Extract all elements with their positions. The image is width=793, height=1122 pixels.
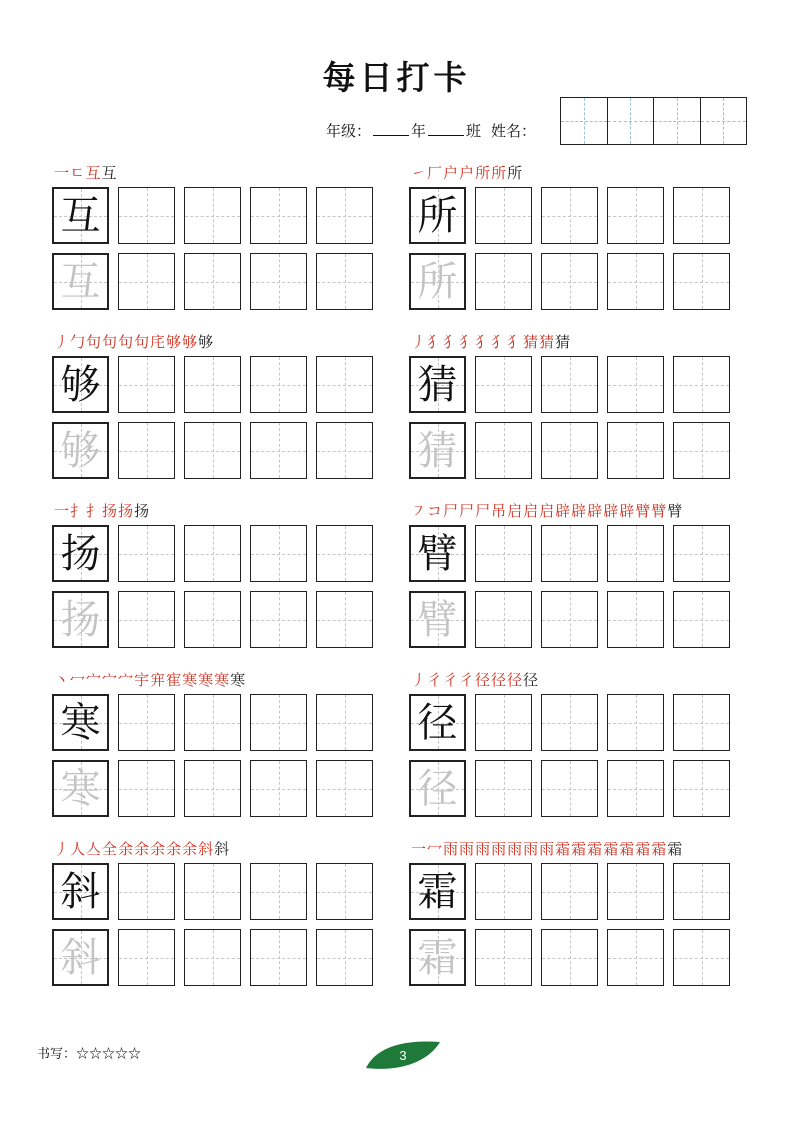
stroke-step: 犭	[507, 333, 524, 351]
writing-cell[interactable]	[250, 253, 307, 310]
stroke-step: 臂	[651, 502, 668, 520]
stroke-step: 犭	[427, 333, 444, 351]
stroke-step: 丶	[54, 671, 71, 689]
writing-cell[interactable]	[52, 525, 109, 582]
stroke-step: 径	[475, 671, 492, 689]
stroke-step: 余	[182, 840, 199, 858]
writing-cell[interactable]	[475, 187, 532, 244]
writing-cell[interactable]	[52, 422, 109, 479]
writing-cell[interactable]	[409, 422, 466, 479]
grade-blank[interactable]	[373, 121, 409, 136]
stroke-step: コ	[427, 502, 444, 520]
stroke-step: 户	[459, 164, 476, 182]
student-info	[326, 120, 536, 141]
writing-cell[interactable]	[673, 760, 730, 817]
stroke-step: 宇	[134, 671, 151, 689]
stroke-step: 寒	[230, 671, 247, 689]
writing-cell[interactable]	[316, 253, 373, 310]
stroke-step: 霜	[619, 840, 636, 858]
trace-character: 径	[417, 765, 458, 812]
writing-cell[interactable]	[673, 525, 730, 582]
writing-cell[interactable]	[316, 929, 373, 986]
stroke-step: 雨	[523, 840, 540, 858]
trace-character: 猜	[417, 427, 458, 474]
trace-row	[409, 929, 730, 986]
stroke-step: 扬	[118, 502, 135, 520]
writing-cell[interactable]	[52, 929, 109, 986]
trace-character: 扬	[60, 596, 101, 643]
writing-cell[interactable]	[475, 253, 532, 310]
stroke-step: 扬	[134, 502, 151, 520]
stroke-step: 斜	[214, 840, 231, 858]
stroke-step: 霜	[651, 840, 668, 858]
stroke-step: 宑	[150, 671, 167, 689]
stroke-step: 丿	[54, 840, 71, 858]
writing-cell[interactable]	[184, 253, 241, 310]
stroke-step: 径	[507, 671, 524, 689]
trace-row	[409, 253, 730, 310]
writing-cell[interactable]	[607, 694, 664, 751]
writing-cell[interactable]	[250, 863, 307, 920]
writing-cell[interactable]	[250, 694, 307, 751]
model-character: 霜	[417, 868, 458, 915]
stroke-step: 寒	[198, 671, 215, 689]
writing-cell[interactable]	[541, 591, 598, 648]
stroke-step: 吊	[491, 502, 508, 520]
writing-cell[interactable]	[52, 760, 109, 817]
stroke-step: 全	[102, 840, 119, 858]
stroke-step: 寒	[214, 671, 231, 689]
writing-cell[interactable]	[607, 863, 664, 920]
stroke-step: 一	[411, 840, 428, 858]
writing-cell[interactable]	[52, 253, 109, 310]
writing-cell[interactable]	[250, 356, 307, 413]
trace-row	[409, 591, 730, 648]
stroke-step: 厂	[427, 164, 444, 182]
class-label: 班	[466, 122, 482, 140]
writing-cell[interactable]	[316, 591, 373, 648]
writing-cell[interactable]	[316, 760, 373, 817]
writing-cell[interactable]	[316, 525, 373, 582]
stroke-step: 户	[443, 164, 460, 182]
writing-cell[interactable]	[316, 863, 373, 920]
stroke-step: 霜	[555, 840, 572, 858]
writing-cell[interactable]	[607, 591, 664, 648]
stroke-step: 启	[539, 502, 556, 520]
writing-cell[interactable]	[409, 694, 466, 751]
model-row	[409, 863, 730, 920]
name-box[interactable]	[561, 98, 608, 144]
trace-row	[52, 760, 373, 817]
writing-cell[interactable]	[250, 760, 307, 817]
stroke-order	[411, 500, 683, 522]
writing-cell[interactable]	[475, 422, 532, 479]
writing-cell[interactable]	[250, 187, 307, 244]
writing-cell[interactable]	[118, 863, 175, 920]
model-character: 径	[417, 699, 458, 746]
stroke-step: 彳	[443, 671, 460, 689]
writing-cell[interactable]	[475, 694, 532, 751]
stroke-step: 雨	[539, 840, 556, 858]
writing-cell[interactable]	[118, 422, 175, 479]
writing-cell[interactable]	[316, 694, 373, 751]
writing-cell[interactable]	[52, 694, 109, 751]
writing-cell[interactable]	[184, 591, 241, 648]
stroke-order	[411, 838, 683, 860]
stroke-step: 猜	[539, 333, 556, 351]
stroke-step: 径	[491, 671, 508, 689]
stroke-step: 启	[507, 502, 524, 520]
stroke-step: 雨	[475, 840, 492, 858]
writing-cell[interactable]	[184, 356, 241, 413]
model-row	[409, 525, 730, 582]
model-row	[52, 694, 373, 751]
writing-cell[interactable]	[118, 356, 175, 413]
stroke-step: 寒	[182, 671, 199, 689]
writing-cell[interactable]	[673, 356, 730, 413]
writing-cell[interactable]	[475, 525, 532, 582]
writing-cell[interactable]	[52, 863, 109, 920]
stroke-step: 扌	[70, 502, 87, 520]
writing-cell[interactable]	[250, 591, 307, 648]
grade-label: 年级：	[326, 122, 372, 140]
stroke-step: 斜	[198, 840, 215, 858]
stroke-step: 余	[118, 840, 135, 858]
writing-cell[interactable]	[541, 863, 598, 920]
model-character: 互	[60, 192, 101, 239]
model-character: 寒	[60, 699, 101, 746]
writing-cell[interactable]	[409, 760, 466, 817]
writing-rating: 书写：☆☆☆☆☆	[37, 1047, 142, 1062]
model-row	[52, 187, 373, 244]
stroke-step: 亼	[86, 840, 103, 858]
stroke-step: 句	[102, 333, 119, 351]
stroke-step: 猜	[555, 333, 572, 351]
model-row	[409, 187, 730, 244]
trace-character: 寒	[60, 765, 101, 812]
model-row	[409, 694, 730, 751]
stroke-step: 辟	[571, 502, 588, 520]
name-box[interactable]	[701, 98, 747, 144]
model-row	[52, 525, 373, 582]
stroke-step: 辟	[603, 502, 620, 520]
trace-row	[409, 760, 730, 817]
writing-cell[interactable]	[184, 694, 241, 751]
stroke-step: 尸	[443, 502, 460, 520]
name-box[interactable]	[654, 98, 701, 144]
writing-cell[interactable]	[118, 760, 175, 817]
stroke-step: 句	[118, 333, 135, 351]
stroke-order	[54, 500, 150, 522]
writing-cell[interactable]	[118, 253, 175, 310]
writing-cell[interactable]	[541, 760, 598, 817]
writing-cell[interactable]	[607, 253, 664, 310]
model-character: 够	[60, 361, 101, 408]
writing-cell[interactable]	[52, 187, 109, 244]
writing-cell[interactable]	[409, 591, 466, 648]
writing-cell[interactable]	[475, 863, 532, 920]
model-character: 所	[417, 192, 458, 239]
writing-cell[interactable]	[607, 187, 664, 244]
stroke-step: 臂	[667, 502, 684, 520]
trace-character: 所	[417, 258, 458, 305]
writing-cell[interactable]	[541, 694, 598, 751]
writing-cell[interactable]	[316, 187, 373, 244]
writing-cell[interactable]	[184, 187, 241, 244]
stroke-step: 霜	[667, 840, 684, 858]
stroke-step: 冖	[427, 840, 444, 858]
stroke-step: 猜	[523, 333, 540, 351]
stroke-step: 够	[198, 333, 215, 351]
model-character: 斜	[60, 868, 101, 915]
stroke-step: 人	[70, 840, 87, 858]
stroke-step: 所	[491, 164, 508, 182]
stroke-step: 宀	[86, 671, 103, 689]
writing-cell[interactable]	[250, 422, 307, 479]
stroke-step: 臂	[635, 502, 652, 520]
writing-cell[interactable]	[607, 422, 664, 479]
model-character: 臂	[417, 530, 458, 577]
trace-row	[52, 591, 373, 648]
writing-cell[interactable]	[184, 863, 241, 920]
writing-cell[interactable]	[409, 356, 466, 413]
writing-cell[interactable]	[409, 187, 466, 244]
stroke-step: 一	[54, 164, 71, 182]
writing-cell[interactable]	[118, 591, 175, 648]
writing-cell[interactable]	[475, 929, 532, 986]
stroke-step: 彳	[427, 671, 444, 689]
name-label: 姓名：	[491, 122, 537, 140]
writing-cell[interactable]	[52, 591, 109, 648]
writing-cell[interactable]	[607, 929, 664, 986]
writing-cell[interactable]	[316, 422, 373, 479]
stroke-step: 够	[182, 333, 199, 351]
trace-row	[52, 929, 373, 986]
stroke-step: 霜	[571, 840, 588, 858]
stroke-step: 一	[54, 502, 71, 520]
stroke-step: 余	[134, 840, 151, 858]
trace-character: 斜	[60, 934, 101, 981]
trace-character: 臂	[417, 596, 458, 643]
model-row	[52, 863, 373, 920]
model-row	[409, 356, 730, 413]
stroke-step: 辟	[587, 502, 604, 520]
writing-cell[interactable]	[52, 356, 109, 413]
stroke-step: 犭	[491, 333, 508, 351]
trace-row	[52, 253, 373, 310]
stroke-step: 余	[166, 840, 183, 858]
stroke-order	[411, 331, 571, 353]
stroke-step: 句	[86, 333, 103, 351]
stroke-step: 霜	[587, 840, 604, 858]
trace-row	[409, 422, 730, 479]
stroke-step: 互	[101, 164, 118, 182]
stroke-step: 够	[166, 333, 183, 351]
stroke-step: 径	[523, 671, 540, 689]
writing-cell[interactable]	[250, 929, 307, 986]
stroke-step: 雨	[459, 840, 476, 858]
stroke-step: 尸	[475, 502, 492, 520]
stroke-order	[411, 162, 523, 184]
name-writing-boxes[interactable]	[560, 97, 747, 145]
stroke-order	[411, 669, 539, 691]
stroke-step: 辟	[555, 502, 572, 520]
stroke-order	[54, 331, 214, 353]
page-title: 每日打卡	[322, 58, 471, 97]
stroke-step: 丿	[411, 671, 428, 689]
stroke-step: 雨	[491, 840, 508, 858]
writing-cell[interactable]	[184, 422, 241, 479]
writing-cell[interactable]	[673, 422, 730, 479]
stroke-step: 启	[523, 502, 540, 520]
stroke-step: ㄷ	[70, 164, 86, 182]
writing-cell[interactable]	[184, 525, 241, 582]
model-character: 扬	[60, 530, 101, 577]
trace-character: 霜	[417, 934, 458, 981]
writing-cell[interactable]	[607, 760, 664, 817]
stroke-order	[54, 162, 118, 184]
writing-cell[interactable]	[184, 929, 241, 986]
trace-row	[52, 422, 373, 479]
writing-cell[interactable]	[184, 760, 241, 817]
stroke-step: 宀	[102, 671, 119, 689]
writing-cell[interactable]	[673, 863, 730, 920]
stroke-step: 雨	[507, 840, 524, 858]
writing-cell[interactable]	[673, 694, 730, 751]
stroke-step: 霜	[635, 840, 652, 858]
model-row	[52, 356, 373, 413]
writing-cell[interactable]	[673, 591, 730, 648]
writing-cell[interactable]	[673, 187, 730, 244]
stroke-step: 扌	[86, 502, 103, 520]
stroke-step: 霜	[603, 840, 620, 858]
stroke-step: 冖	[70, 671, 87, 689]
writing-cell[interactable]	[316, 356, 373, 413]
stroke-step: 互	[85, 164, 102, 182]
stroke-step: ㇀	[411, 164, 428, 182]
trace-character: 互	[60, 258, 101, 305]
stroke-step: 彳	[459, 671, 476, 689]
writing-cell[interactable]	[250, 525, 307, 582]
stroke-step: 丿	[54, 333, 71, 351]
stroke-step: 所	[475, 164, 492, 182]
page-number: 3	[399, 1047, 407, 1063]
model-character: 猜	[417, 361, 458, 408]
writing-cell[interactable]	[541, 525, 598, 582]
writing-cell[interactable]	[409, 863, 466, 920]
name-box[interactable]	[608, 98, 655, 144]
writing-cell[interactable]	[541, 929, 598, 986]
writing-cell[interactable]	[475, 760, 532, 817]
writing-cell[interactable]	[541, 422, 598, 479]
stroke-step: 犭	[443, 333, 460, 351]
writing-cell[interactable]	[409, 929, 466, 986]
writing-cell[interactable]	[409, 253, 466, 310]
writing-cell[interactable]	[118, 929, 175, 986]
writing-cell[interactable]	[118, 694, 175, 751]
stroke-step: 辟	[619, 502, 636, 520]
writing-cell[interactable]	[607, 356, 664, 413]
writing-cell[interactable]	[118, 525, 175, 582]
writing-cell[interactable]	[475, 591, 532, 648]
stroke-step: 寉	[166, 671, 183, 689]
stroke-step: 雨	[443, 840, 460, 858]
stroke-order	[54, 838, 230, 860]
writing-cell[interactable]	[673, 253, 730, 310]
stroke-order	[54, 669, 246, 691]
writing-cell[interactable]	[409, 525, 466, 582]
writing-cell[interactable]	[541, 253, 598, 310]
class-blank[interactable]	[428, 121, 464, 136]
stroke-step: ㇇	[411, 502, 428, 520]
year-label: 年	[411, 122, 427, 140]
writing-cell[interactable]	[541, 356, 598, 413]
writing-cell[interactable]	[541, 187, 598, 244]
stroke-step: 㡯	[150, 333, 167, 351]
stroke-step: 宀	[118, 671, 135, 689]
stroke-step: 句	[134, 333, 151, 351]
stroke-step: 犭	[459, 333, 476, 351]
stroke-step: 犭	[475, 333, 492, 351]
writing-cell[interactable]	[475, 356, 532, 413]
writing-cell[interactable]	[673, 929, 730, 986]
trace-character: 够	[60, 427, 101, 474]
writing-cell[interactable]	[118, 187, 175, 244]
stroke-step: 勹	[70, 333, 87, 351]
stroke-step: 扬	[102, 502, 119, 520]
stroke-step: 尸	[459, 502, 476, 520]
writing-cell[interactable]	[607, 525, 664, 582]
stroke-step: 丿	[411, 333, 428, 351]
stroke-step: 所	[507, 164, 524, 182]
stroke-step: 余	[150, 840, 167, 858]
